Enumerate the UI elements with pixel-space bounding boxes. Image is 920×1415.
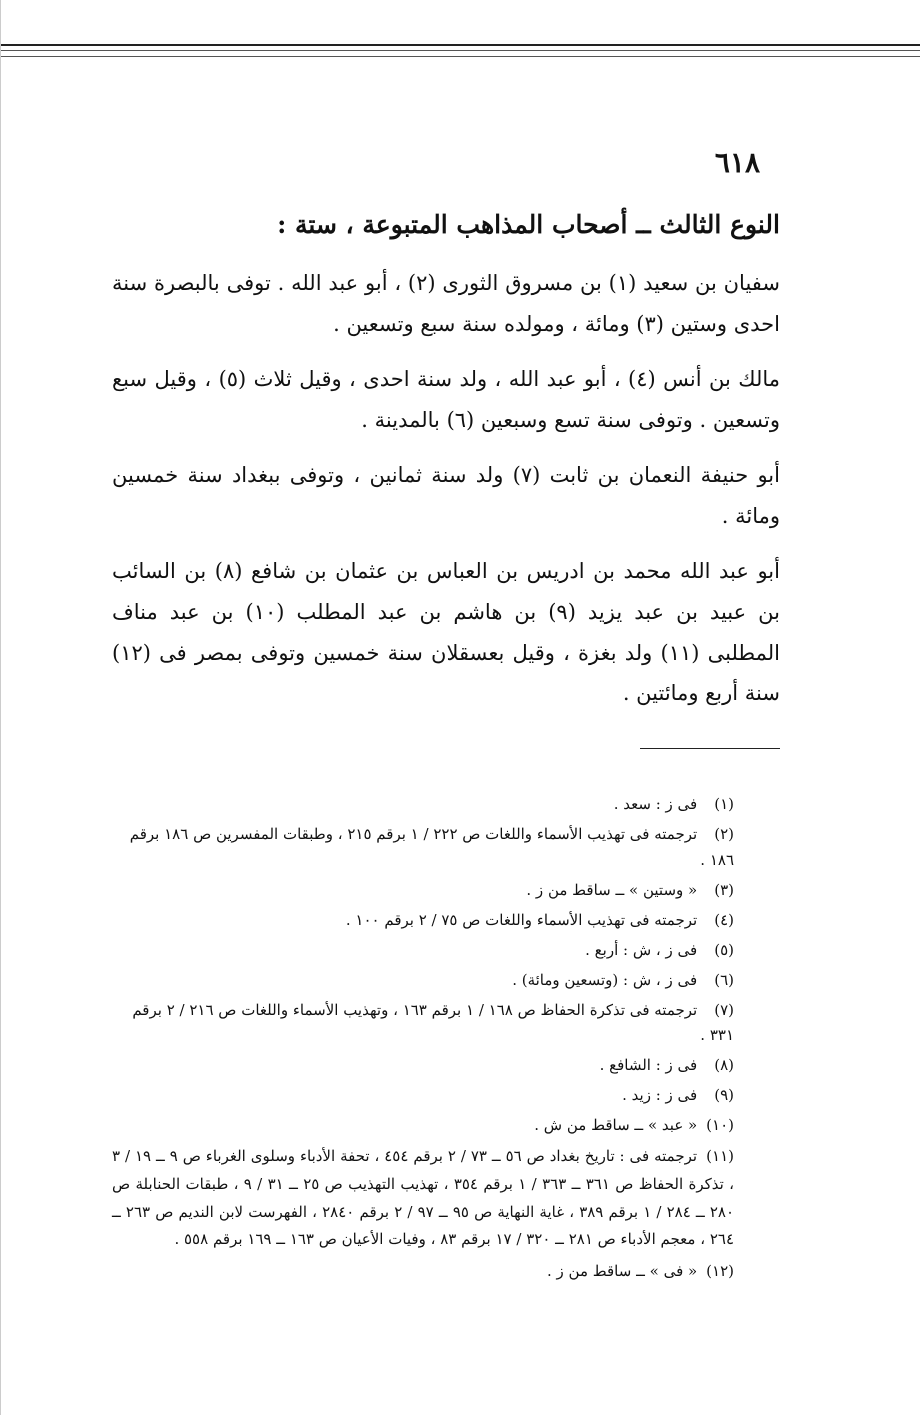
footnotes-list xyxy=(112,792,734,1289)
footnote-text: فى ز : زيد . xyxy=(622,1086,698,1104)
footnote-text: فى ز ، ش : (وتسعين ومائة) . xyxy=(512,970,698,989)
paragraph-shafii: أبو عبد الله محمد بن ادريس بن العباس بن عثمان بن شافع (٨) بن السائب بن عبيد بن عبد يزيد (٩) بن هاشم بن عبد المطلب (١٠) بن عبد مناف المطلبى (١١) ولد بغزة ، وقيل بعسقلان سنة خمسين وتوفى بمصر فى (١٢) سنة أربع ومائتين . xyxy=(112,558,781,706)
footnote-number: (٦) xyxy=(714,970,734,989)
footnote-number: (١٠) xyxy=(706,1116,734,1134)
footnote-text: « فى » ــ ساقط من ز . xyxy=(547,1261,698,1280)
footnote xyxy=(112,822,734,873)
footnote-text: فى ز : الشافع . xyxy=(599,1056,698,1074)
footnote-text: « عبد » ــ ساقط من ش . xyxy=(534,1116,698,1134)
footnote-number: (٣) xyxy=(714,880,734,899)
footnote-text: فى ز : سعد . xyxy=(613,795,698,813)
footnote-number: (٨) xyxy=(714,1056,734,1074)
paragraph-malik: مالك بن أنس (٤) ، أبو عبد الله ، ولد سنة احدى ، وقيل ثلاث (٥) ، وقيل سبع وتسعين . وتوفى سنة تسع وسبعين (٦) بالمدينة . xyxy=(112,366,781,432)
footnote-text: ترجمته فى تهذيب الأسماء واللغات ص ٢٢٢ / ١ برقم ٢١٥ ، وطبقات المفسرين ص ١٨٦ برقم ١٨٦ . xyxy=(129,825,734,869)
footnote-text: ترجمته فى تذكرة الحفاظ ص ١٦٨ / ١ برقم ١٦٣ ، وتهذيب الأسماء واللغات ص ٢١٦ / ٢ برقم ٣٣١ . xyxy=(132,1000,734,1044)
footnote-number: (١٢) xyxy=(706,1261,734,1280)
paragraph-sufyan: سفيان بن سعيد (١) بن مسروق الثورى (٢) ، أبو عبد الله . توفى بالبصرة سنة احدى وستين (٣) ومائة ، ومولده سنة سبع وتسعين . xyxy=(112,271,780,336)
main-text xyxy=(112,205,780,728)
footnote xyxy=(112,908,734,934)
footnote-number: (٧) xyxy=(714,1000,734,1019)
footnote-number: (٢) xyxy=(714,825,734,843)
footnote-number: (٤) xyxy=(714,910,734,929)
footnote-text: فى ز ، ش : أربع . xyxy=(585,940,698,959)
paragraph-abu-hanifa: أبو حنيفة النعمان بن ثابت (٧) ولد سنة ثمانين ، وتوفى ببغداد سنة خمسين ومائة . xyxy=(112,462,780,528)
footnote xyxy=(112,998,734,1049)
footnote xyxy=(112,1259,734,1285)
footnote xyxy=(112,968,734,994)
footnote xyxy=(112,1113,734,1139)
footnote-number: (٥) xyxy=(714,940,734,959)
footnote xyxy=(112,1143,734,1254)
top-rule-thin xyxy=(0,50,920,51)
footnote-text: « وستين » ــ ساقط من ز . xyxy=(526,880,698,899)
top-rule-thin-2 xyxy=(0,56,920,57)
footnote xyxy=(112,792,734,818)
page-edge xyxy=(0,0,13,1415)
footnote-number: (٩) xyxy=(714,1086,734,1104)
top-rule-thick xyxy=(0,44,920,46)
footnote-number: (١) xyxy=(714,795,734,813)
footnote xyxy=(112,1083,734,1109)
footnote-number: (١١) xyxy=(706,1147,735,1165)
footnote xyxy=(112,878,734,904)
footnote-text: ترجمته فى : تاريخ بغداد ص ٥٦ ــ ٧٣ / ٢ برقم ٤٥٤ ، تحفة الأدباء وسلوى الغرباء ص ٩ ــ ١٩ / ٣ ، تذكرة الحفاظ ص ٣٦١ ــ ٣٦٣ / ١ برقم ٣٥٤ ، تهذيب التهذيب ص ٢٥ ــ ٣١ / ٩ ، طبقات الحنابلة ص ٢٨٠ ــ ٢٨٤ / ١ برقم ٣٨٩ ، غاية النهاية ص ٩٥ ــ ٩٧ / ٢ برقم ٢٨٤٠ ، الفهرست لابن النديم ص ٢٦٣ ــ ٢٦٤ ، معجم الأدباء ص ٢٨١ ــ ٣٢٠ / ١٧ برقم ٨٣ ، وفيات الأعيان ص ١٦٣ ــ ١٦٩ برقم ٥٥٨ . xyxy=(112,1147,735,1249)
footnote-text: ترجمته فى تهذيب الأسماء واللغات ص ٧٥ / ٢ برقم ١٠٠ . xyxy=(345,910,698,929)
footnote xyxy=(112,1053,734,1079)
section-heading: النوع الثالث ــ أصحاب المذاهب المتبوعة ، ستة : xyxy=(277,210,780,239)
footnote-separator xyxy=(640,748,780,749)
page-number: ٦١٨ xyxy=(714,146,760,179)
footnote xyxy=(112,938,734,964)
